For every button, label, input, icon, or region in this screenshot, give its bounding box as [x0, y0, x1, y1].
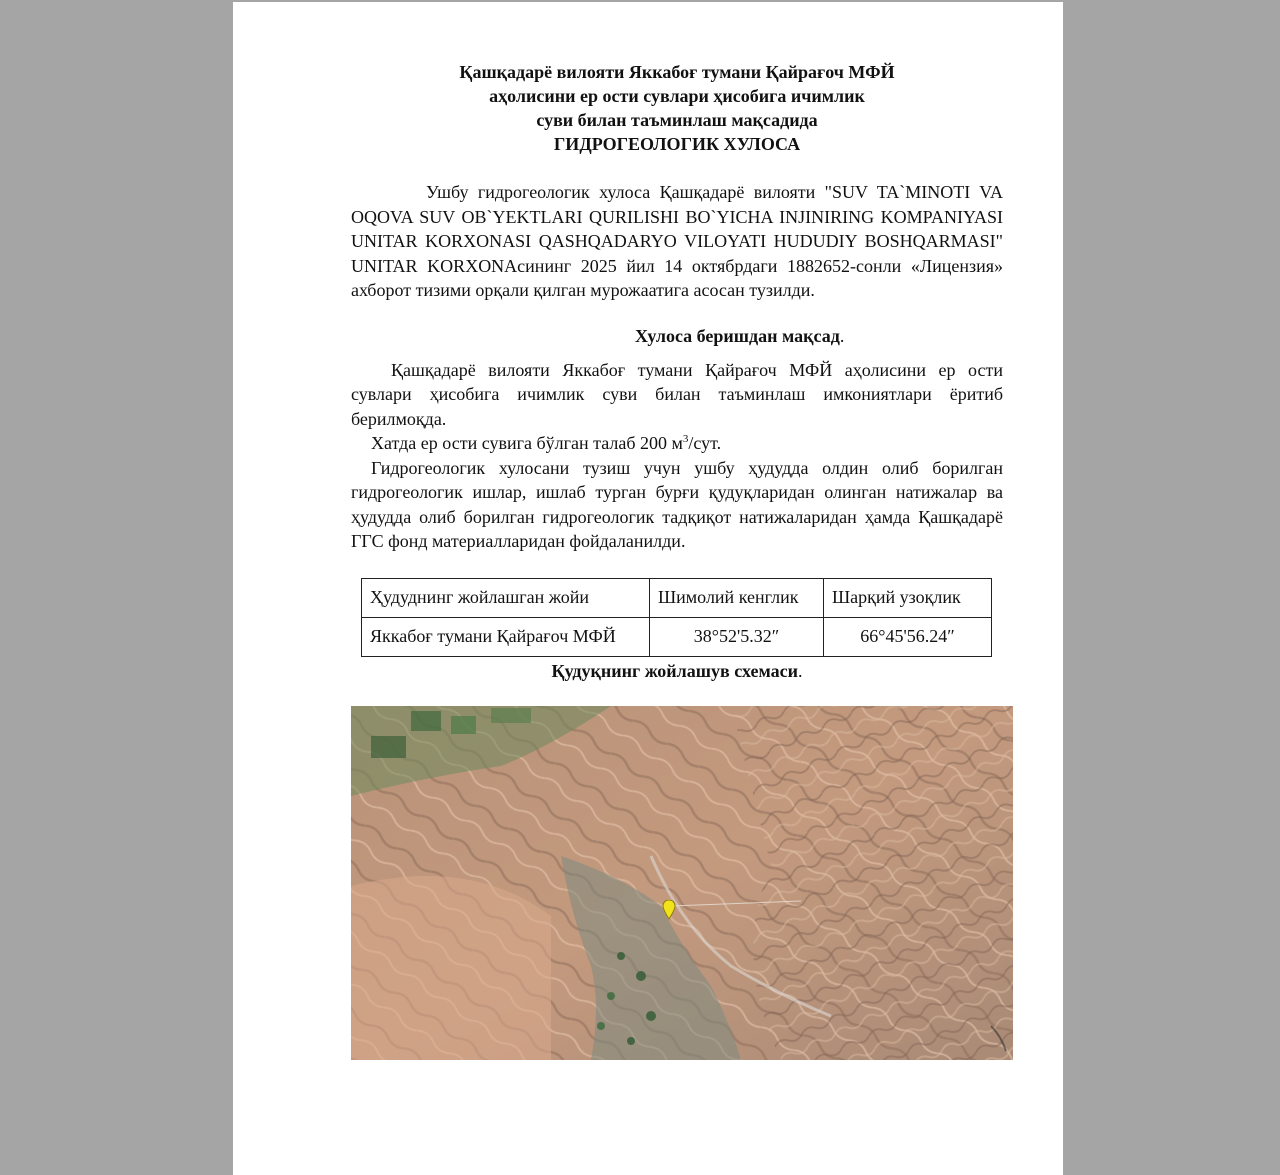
- table-header-row: [362, 578, 992, 617]
- table-header-cell: Шимолий кенглик: [650, 578, 824, 617]
- document-page: [233, 2, 1063, 1175]
- purpose-paragraph: Қашқадарё вилояти Яккабоғ тумани Қайрағоч МФЙ аҳолисини ер ости сувлари ҳисобига ичимлик суви билан таъминлаш имкониятлари ёритиб берилмоқда.: [351, 359, 1003, 429]
- title-line-1: Қашқадарё вилояти Яккабоғ тумани Қайрағоч МФЙ: [459, 62, 895, 82]
- demand-text: Хатда ер ости сувига бўлган талаб 200 м: [371, 433, 683, 453]
- purpose-heading-text: Хулоса беришдан мақсад: [635, 325, 840, 346]
- demand-paragraph: [351, 431, 1003, 456]
- intro-paragraph: Ушбу гидрогеологик хулоса Қашқадарё вилояти "SUV TA`MINOTI VA OQOVA SUV OB`YEKTLARI QURILISHI BO`YICHA INJINIRING KOMPANIYASI UNITAR KORXONASI QASHQADARYO VILOYATI HUDUDIY BOSHQARMASI" UNITAR KORXONAсининг 2025 йил 14 октябрдаги 1882652-сонли «Лицензия» ахборот тизими орқали қилган мурожаатига асосан тузилди.: [351, 182, 1003, 300]
- satellite-map-image: [351, 706, 1013, 1060]
- location-table: [361, 578, 992, 657]
- scheme-heading: [351, 659, 1003, 683]
- title-line-2: аҳолисини ер ости сувлари ҳисобига ичимлик: [489, 86, 865, 106]
- table-header-cell: Шарқий узоқлик: [824, 578, 992, 617]
- title-line-4: ГИДРОГЕОЛОГИК ХУЛОСА: [553, 134, 801, 154]
- scheme-heading-text: Қудуқнинг жойлашув схемаси: [551, 660, 798, 681]
- title-line-3: суви билан таъминлаш мақсадида: [536, 110, 818, 130]
- table-row: [362, 617, 992, 656]
- purpose-heading-punct: .: [839, 325, 845, 346]
- table-header-cell: Ҳудуднинг жойлашган жойи: [362, 578, 650, 617]
- map-pin-icon[interactable]: [662, 900, 676, 920]
- demand-suffix: /сут.: [688, 433, 722, 453]
- demand-superscript: 3: [682, 433, 689, 445]
- purpose-heading: [351, 324, 1003, 348]
- table-cell-latitude: 38°52'5.32″: [650, 617, 824, 656]
- document-content: [351, 60, 1003, 683]
- scheme-heading-punct: .: [797, 660, 803, 681]
- table-cell-location: Яккабоғ тумани Қайрағоч МФЙ: [362, 617, 650, 656]
- table-cell-longitude: 66°45'56.24″: [824, 617, 992, 656]
- sources-paragraph: Гидрогеологик хулосани тузиш учун ушбу ҳудудда олдин олиб борилган гидрогеологик ишлар, ишлаб турган бурғи қудуқларидан олинган натижалар ва ҳудудда олиб борилган гидрогеологик тадқиқот натижаларидан ҳамда Қашқадарё ГГС фонд материалларидан фойдаланилди.: [351, 457, 1003, 551]
- satellite-map: [351, 706, 1013, 1060]
